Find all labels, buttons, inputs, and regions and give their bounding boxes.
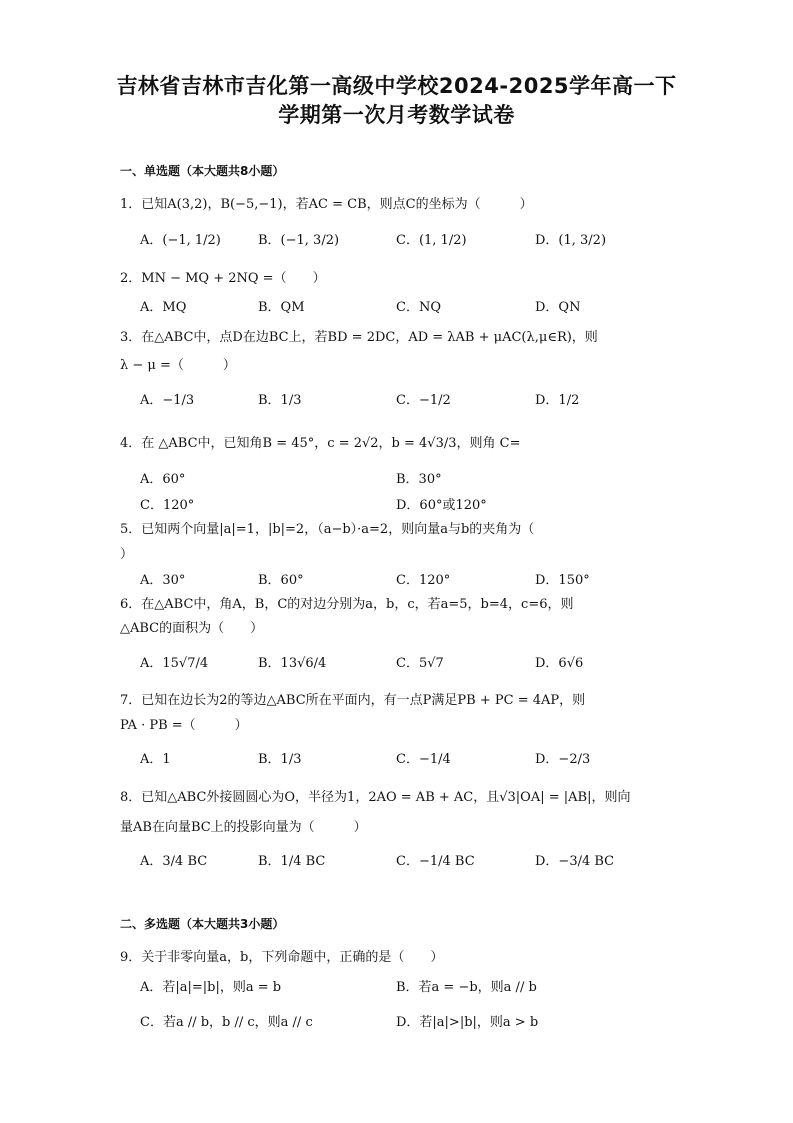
question-2-option-b: B．QM [258,300,305,315]
question-2-option-a: A．MQ [140,300,187,315]
question-3-stem-line2: λ − μ =（ ） [120,358,236,373]
question-5-option-b: B．60° [258,573,304,588]
question-8-stem-line1: 8．已知△ABC外接圆圆心为O，半径为1，2AO = AB + AC，且√3|OA| = |AB|，则向 [120,790,631,805]
question-4-option-c: C．120° [140,498,195,513]
question-7-stem-line2: PA · PB =（ ） [120,718,248,733]
question-7-option-c: C．−1/4 [396,752,451,767]
question-3-option-b: B．1/3 [258,393,302,408]
question-3-option-a: A．−1/3 [140,393,195,408]
question-9-option-a: A．若|a|=|b|，则a = b [140,980,282,995]
question-3-stem-line1: 3．在△ABC中，点D在边BC上，若BD = 2DC，AD = λAB + μAC(λ,μ∈R)，则 [120,330,598,345]
question-4-stem: 4．在 △ABC中，已知角B = 45°，c = 2√2，b = 4√3/3，则角 C= [120,436,521,451]
question-4-option-b: B．30° [396,472,442,487]
question-2-stem: 2．MN − MQ + 2NQ =（ ） [120,271,326,286]
question-8-option-a: A．3/4 BC [140,854,208,869]
question-1-stem: 1．已知A(3,2)，B(−5,−1)，若AC = CB，则点C的坐标为（ ） [120,197,533,212]
question-5-stem-line2: ） [120,547,134,562]
question-1-option-b: B．(−1, 3/2) [258,233,340,248]
question-6-option-a: A．15√7/4 [140,656,209,671]
question-3-option-c: C．−1/2 [396,393,451,408]
question-9-stem: 9．关于非零向量a，b，下列命题中，正确的是（ ） [120,950,444,965]
question-5-option-c: C．120° [396,573,451,588]
question-4-option-d: D．60°或120° [396,498,487,513]
question-6-option-c: C．5√7 [396,656,444,671]
section-heading-single-choice: 一、单选题（本大题共8小题） [120,164,285,178]
question-7-option-a: A．1 [140,752,171,767]
question-9-option-b: B．若a = −b，则a // b [396,980,537,995]
question-6-option-b: B．13√6/4 [258,656,327,671]
question-8-stem-line2: 量AB在向量BC上的投影向量为（ ） [120,820,367,835]
question-8-option-b: B．1/4 BC [258,854,326,869]
section-heading-multi-choice: 二、多选题（本大题共3小题） [120,917,285,931]
question-3-option-d: D．1/2 [535,393,580,408]
question-6-stem-line2: △ABC的面积为（ ） [120,621,264,636]
question-1-option-a: A．(−1, 1/2) [140,233,221,248]
question-5-option-d: D．150° [535,573,590,588]
question-4-option-a: A．60° [140,472,186,487]
question-1-option-d: D．(1, 3/2) [535,233,607,248]
question-7-stem-line1: 7．已知在边长为2的等边△ABC所在平面内，有一点P满足PB + PC = 4AP，则 [120,693,586,708]
question-8-option-c: C．−1/4 BC [396,854,475,869]
question-1-option-c: C．(1, 1/2) [396,233,467,248]
question-9-option-c: C．若a // b，b // c，则a // c [140,1015,313,1030]
question-5-option-a: A．30° [140,573,186,588]
question-2-option-d: D．QN [535,300,581,315]
question-6-stem-line1: 6．在△ABC中，角A，B，C的对边分别为a，b，c，若a=5，b=4，c=6，则 [120,597,574,612]
question-7-option-b: B．1/3 [258,752,302,767]
question-7-option-d: D．−2/3 [535,752,591,767]
question-8-option-d: D．−3/4 BC [535,854,615,869]
exam-title-line2: 学期第一次月考数学试卷 [278,103,515,127]
exam-title-line1: 吉林省吉林市吉化第一高级中学校2024-2025学年高一下 [116,74,677,98]
question-2-option-c: C．NQ [396,300,441,315]
question-9-option-d: D．若|a|>|b|，则a > b [396,1015,539,1030]
question-5-stem-line1: 5．已知两个向量|a|=1，|b|=2，（a−b）·a=2，则向量a与b的夹角为（ [120,522,535,537]
question-6-option-d: D．6√6 [535,656,584,671]
